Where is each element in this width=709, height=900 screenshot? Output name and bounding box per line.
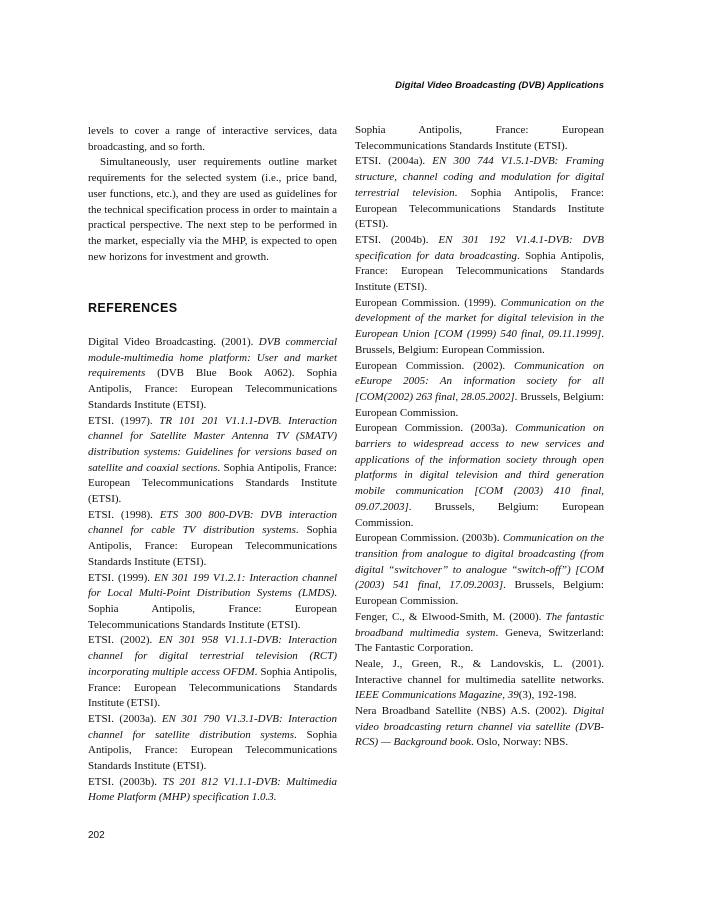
reference-entry: ETSI. (1999). EN 301 199 V1.2.1: Interaction channel for Local Multi-Point Distribution Systems (LMDS). Sophia Antipolis, France: European Telecommunications Standards Institute (ETSI).	[88, 571, 338, 631]
reference-entry: European Commission. (1999). Communication on the development of the market for digital television in the European Union [COM (1999) 540 final, 09.11.1999]. Brussels, Belgium: European Commission.	[355, 296, 604, 356]
reference-entry: ETSI. (2004a). EN 300 744 V1.5.1-DVB: Framing structure, channel coding and modulation for digital terrestrial television. Sophia Antipolis, France: European Telecommunications Standards Institute (ETSI).	[355, 155, 604, 231]
page-number: 202	[88, 830, 105, 841]
reference-entry: European Commission. (2003b). Communication on the transition from analogue to digital broadcasting (from digital “switchover” to analogue “switch-off”) [COM (2003) 541 final, 17.09.2003]. Brussels, Belgium: European Commission.	[355, 532, 604, 608]
reference-entry: ETSI. (1998). ETS 300 800-DVB: DVB interaction channel for cable TV distribution systems. Sophia Antipolis, France: European Telecommunications Standards Institute (ETSI).	[88, 508, 337, 568]
reference-entry: ETSI. (2002). EN 301 958 V1.1.1-DVB: Interaction channel for digital terrestrial television (RCT) incorporating multiple access OFDM. Sophia Antipolis, France: European Telecommunications Standards Institute (ETSI).	[88, 634, 337, 710]
reference-entry: European Commission. (2002). Communication on eEurope 2005: An information society for all [COM(2002) 263 final, 28.05.2002]. Brussels, Belgium: European Commission.	[355, 359, 605, 419]
reference-entry: ETSI. (1997). TR 101 201 V1.1.1-DVB. Interaction channel for Satellite Master Antenna TV (SMATV) distribution systems: Guidelines for versions based on satellite and coaxial sections. Sophia Antipolis, France: European Telecommunications Standards Institute (ETSI).	[88, 414, 338, 506]
reference-entry: ETSI. (2004b). EN 301 192 V1.4.1-DVB: DVB specification for data broadcasting. Sophia Antipolis, France: European Telecommunications Standards Institute (ETSI).	[355, 233, 604, 294]
reference-entry: Neale, J., Green, R., & Landovskis, L. (2001). Interactive channel for multimedia satellite networks. IEEE Communications Magazine, 39(3), 192-198.	[355, 657, 604, 702]
references-heading: REFERENCES	[88, 301, 178, 316]
right-column	[355, 123, 604, 751]
body-paragraph: levels to cover a range of interactive services, data broadcasting, and so forth.	[88, 125, 337, 153]
reference-entry: Fenger, C., & Elwood-Smith, M. (2000). The fantastic broadband multimedia system. Geneva, Switzerland: The Fantastic Corporation.	[355, 610, 604, 655]
left-column	[88, 124, 337, 806]
reference-entry-continued: Sophia Antipolis, France: European Telecommunications Standards Institute (ETSI).	[355, 124, 604, 152]
reference-entry: Digital Video Broadcasting. (2001). DVB commercial module-multimedia home platform: User and market requirements (DVB Blue Book A062). Sophia Antipolis, France: European Telecommunications Standards Institute (ETSI).	[88, 336, 337, 411]
reference-entry: Nera Broadband Satellite (NBS) A.S. (2002). Digital video broadcasting return channel via satellite (DVB-RCS) — Background book. Oslo, Norway: NBS.	[355, 705, 604, 749]
running-head: Digital Video Broadcasting (DVB) Applications	[395, 80, 604, 91]
reference-entry: ETSI. (2003a). EN 301 790 V1.3.1-DVB: Interaction channel for satellite distribution systems. Sophia Antipolis, France: European Telecommunications Standards Institute (ETSI).	[88, 712, 338, 773]
body-paragraph: Simultaneously, user requirements outline market requirements for the selected system (i.e., price band, user functions, etc.), and they are used as guidelines for the technical specification process in order to maintain a practical perspective. The next step to be performed in the market, especially via the MHP, is expected to open new horizons for investment and growth.	[88, 156, 337, 263]
reference-entry: European Commission. (2003a). Communication on barriers to widespread access to new services and applications of the information society through open platforms in digital television and third generation mobile communication [COM (2003) 410 final, 09.07.2003]. Brussels, Belgium: European Commission.	[355, 422, 604, 529]
reference-entry: ETSI. (2003b). TS 201 812 V1.1.1-DVB: Multimedia Home Platform (MHP) specification 1.0.3.	[88, 775, 338, 804]
